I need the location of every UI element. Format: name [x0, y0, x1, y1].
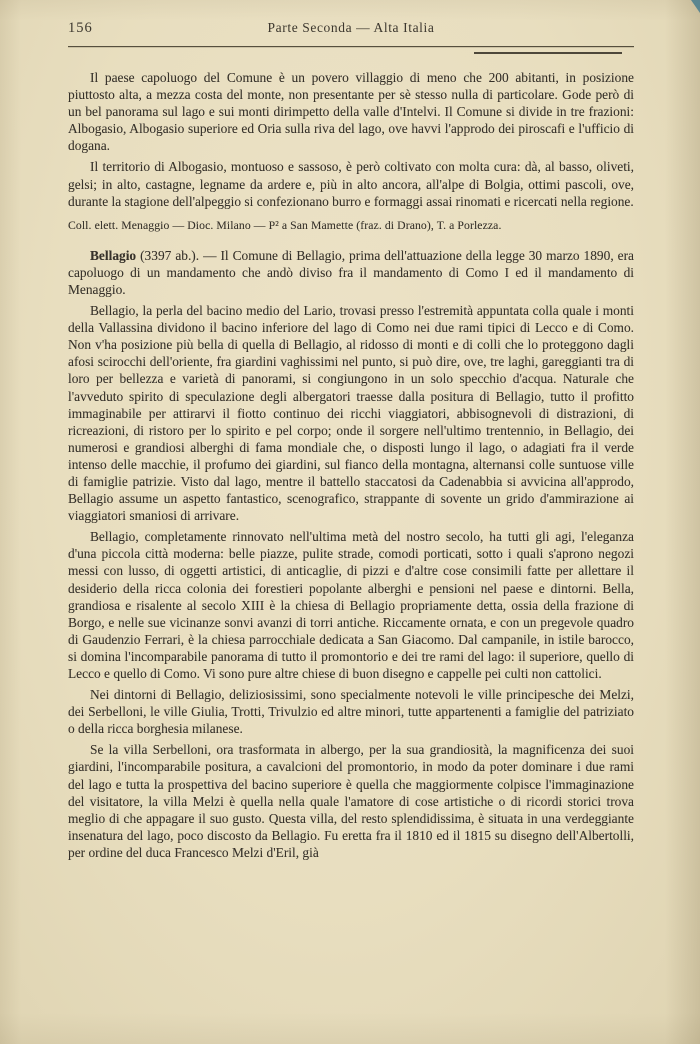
- paragraph-albogasio-2: Il territorio di Albogasio, montuoso e sassoso, è però coltivato con molta cura: dà, al basso, oliveti, gelsi; in alto, castagne, legname da ardere e, più in alto ancora, all'alpe di Bolgia, ottimi pascoli, ove, durante la stagione dell'alpeggio si confezionano burro e formaggi assai rinomati e ricercati nella regione.: [68, 159, 634, 209]
- section-divider-rule: [474, 52, 622, 54]
- page-header: [68, 20, 634, 37]
- paragraph-albogasio-1: Il paese capoluogo del Comune è un povero villaggio di meno che 200 abitanti, in posizione piuttosto alta, a mezza costa del monte, non presentante per sè stesso nulla di particolare. Gode però di un bel panorama sul lago e sui monti dirimpetto della valle d'Intelvi. Il Comune si divide in tre frazioni: Albogasio, Albogasio superiore ed Oria sulla riva del lago, ove havvi l'approdo dei piroscafi e l'ufficio di dogana.: [68, 70, 634, 154]
- running-title: Parte Seconda — Alta Italia: [267, 20, 435, 35]
- paragraph-bellagio-3: Nei dintorni di Bellagio, deliziosissimi, sono specialmente notevoli le ville principesche dei Melzi, dei Serbelloni, le ville Giulia, Trotti, Trivulzio ed altre minori, tutte appartenenti a famiglie del patriziato o della ricca borghesia milanese.: [68, 687, 634, 737]
- paragraph-bellagio-1: Bellagio, la perla del bacino medio del Lario, trovasi presso l'estremità appuntata colla quale i monti della Vallassina dividono il bacino inferiore del lago di Como nei due rami tipici di Lecco e di Como. Non v'ha posizione più bella di quella di Bellagio, al ridosso di monti e di colli che lo proteggono dagli afosi scirocchi dell'oriente, fra giardini vaghissimi nel punto, si può dire, ove, tre laghi, gareggianti tra di loro per bellezza e varietà di panorami, si congiungono in un solo specchio d'acqua. Naturale che l'avveduto spirito di speculazione degli albergatori traesse dalla positura di Bellagio, tutto il profitto immaginabile per attirarvi il fiotto continuo dei ricchi viaggiatori, abbisognevoli di distrazioni, di ricreazioni, di ristoro per lo spirito e pel corpo; onde il sorgere nell'ultimo trentennio, in Bellagio, dei numerosi e grandiosi alberghi di fama mondiale che, o disposti lungo il lago, o adagiati fra il verde intenso delle macchie, il profumo dei giardini, sul fianco della montagna, alternansi colle suntuose ville di famiglie patrizie. Visto dal lago, mentre il battello staccatosi da Cadenabbia si avvicina all'approdo, Bellagio assume un aspetto fantastico, scenografico, strappante di sovente un grido d'ammirazione ai viaggiatori smaniosi di arrivare.: [68, 303, 634, 524]
- entry-term: Bellagio: [90, 247, 137, 263]
- electoral-district-line: Coll. elett. Menaggio — Dioc. Milano — P² a San Mamette (fraz. di Drano), T. a Porlezza.: [68, 218, 502, 232]
- paragraph-bellagio-entry: [68, 247, 634, 298]
- page-number: 156: [68, 20, 93, 36]
- paragraph-bellagio-4: Se la villa Serbelloni, ora trasformata in albergo, per la sua grandiosità, la magnificenza dei suoi giardini, l'incomparabile positura, a cavalcioni del promontorio, in modo da poter dominare i due rami del lago e tutta la prospettiva del bacino superiore è quella che maggiormente colpisce l'immaginazione del visitatore, la villa Melzi è quella nella quale l'amatore di cose artistiche o di ricordi storici trova meglio di che appagare il suo gusto. Questa villa, del resto splendidissima, è situata in una verdeggiante insenatura del lago, poco discosto da Bellagio. Fu eretta fra il 1810 ed il 1815 su disegno dell'Albertolli, per ordine del duca Francesco Melzi d'Eril, già: [68, 742, 634, 860]
- paragraph-bellagio-2: Bellagio, completamente rinnovato nell'ultima metà del nostro secolo, ha tutti gli agi, l'eleganza d'una piccola città moderna: belle piazze, pulite strade, comodi porticati, sotto i quali s'aprono negozi messi con lusso, di oggetti artistici, di anticaglie, di pizzi e d'altre cose consimili fatte per allettare il desiderio della ricca colonia dei forestieri popolante alberghi e pensioni nel paese e dintorni. Bella, grandiosa e risalente al secolo XIII è la chiesa di Bellagio propriamente detta, ossia della frazione di Borgo, e nelle sue vicinanze sonvi avanzi di torri antiche. Riccamente ornata, e con un pregevole quadro di Gaudenzio Ferrari, è la chiesa parrocchiale dedicata a San Giacomo. Dal campanile, in istile barocco, si domina l'incomparabile panorama di tutto il promontorio e dei tre rami del lago: il superiore, quello di Lecco e quello di Como. Vi sono pure altre chiese di buon disegno e cappelle pei culti non cattolici.: [68, 529, 634, 681]
- page-body: [68, 69, 634, 861]
- entry-text: (3397 ab.). — Il Comune di Bellagio, prima dell'attuazione della legge 30 marzo 1890, era capoluogo di un mandamento che andò diviso fra il mandamento di Como I ed il mandamento di Menaggio.: [68, 247, 634, 297]
- header-rule: [68, 46, 634, 47]
